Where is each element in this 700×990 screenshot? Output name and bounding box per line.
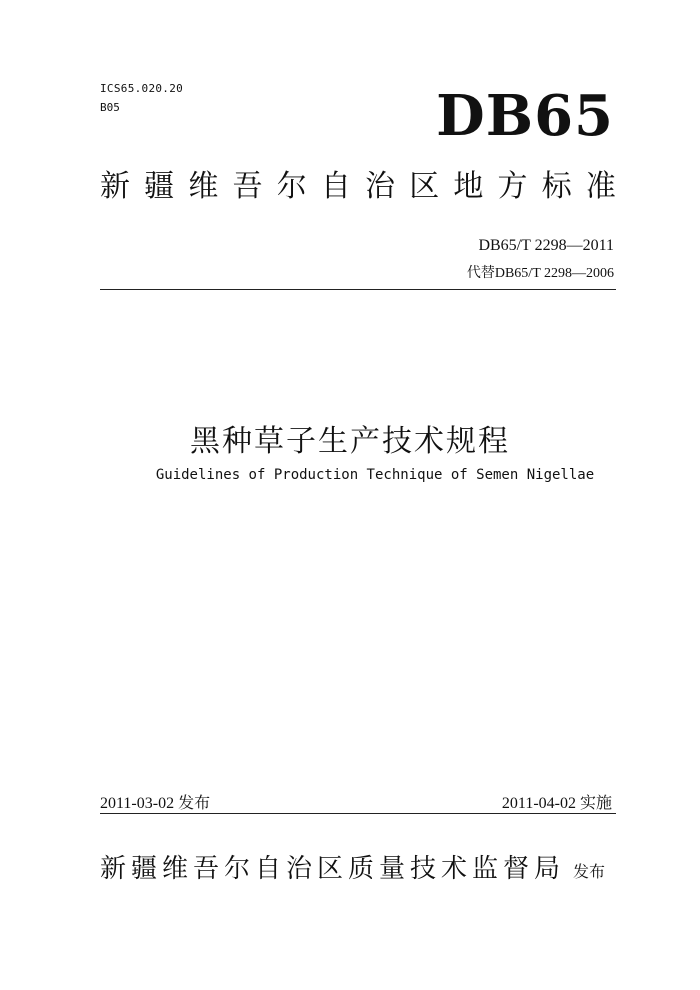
standard-logo: DB65	[436, 83, 614, 149]
top-divider	[100, 289, 616, 290]
heading-char: 地	[453, 169, 484, 204]
heading-char: 新	[100, 169, 130, 204]
publisher-organization: 新疆维吾尔自治区质量技术监督局	[100, 854, 566, 884]
document-title-english: Guidelines of Production Technique of Semen Nigellae	[155, 467, 595, 483]
classification-code: B05	[100, 101, 120, 114]
heading-char: 维	[188, 169, 219, 204]
heading-char: 准	[585, 169, 616, 204]
ics-code: ICS65.020.20	[100, 82, 184, 95]
publisher	[100, 848, 605, 885]
heading-char: 标	[541, 169, 572, 204]
issue-date: 2011-03-02 发布	[100, 795, 211, 812]
publish-label: 发布	[573, 862, 606, 881]
implementation-date: 2011-04-02 实施	[501, 795, 612, 812]
replaces-standard: 代替DB65/T 2298—2006	[466, 266, 614, 281]
heading-char: 吾	[232, 169, 263, 204]
heading-char: 区	[409, 169, 440, 204]
heading-char: 疆	[144, 169, 175, 204]
standard-number: DB65/T 2298—2011	[478, 237, 614, 254]
heading-char: 尔	[276, 169, 307, 204]
heading-char: 治	[365, 169, 396, 204]
standard-type-heading	[100, 169, 616, 204]
heading-char: 自	[320, 169, 351, 204]
document-title-chinese: 黑种草子生产技术规程	[190, 424, 510, 459]
bottom-divider	[100, 813, 616, 814]
heading-char: 方	[497, 169, 528, 204]
